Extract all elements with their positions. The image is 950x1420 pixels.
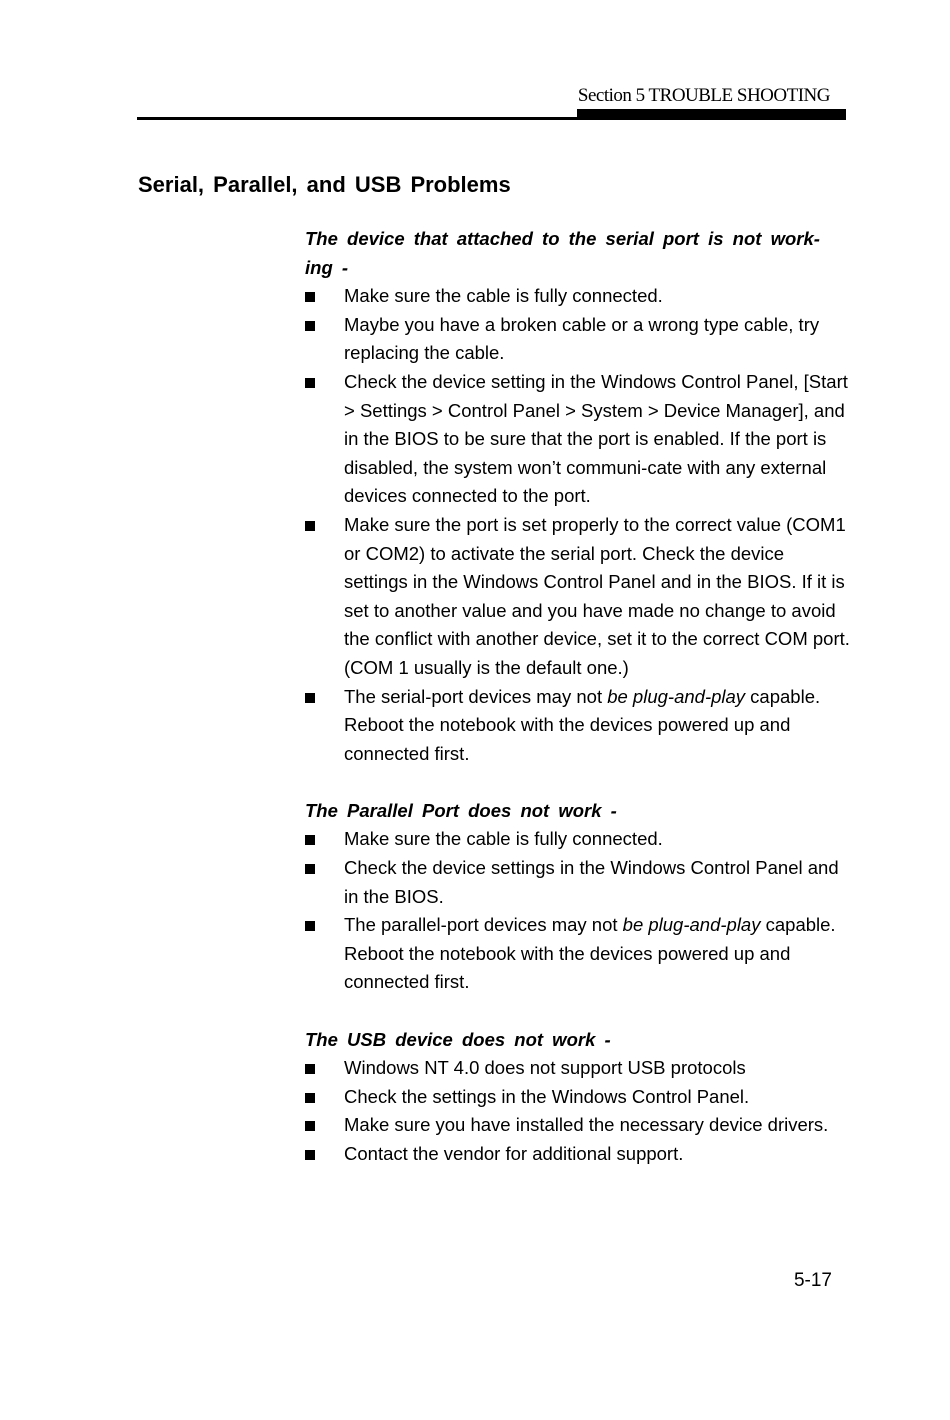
square-bullet-icon (305, 864, 315, 874)
list-item-text: Check the device settings in the Windows Control Panel and in the BIOS. (344, 857, 839, 907)
list-item-text: Check the settings in the Windows Control Panel. (344, 1085, 750, 1107)
parallel-list (305, 825, 850, 997)
usb-section (305, 1026, 850, 1169)
list-item-text: Make sure the cable is fully connected. (344, 285, 663, 307)
square-bullet-icon (305, 1121, 315, 1131)
section-header: Section 5 TROUBLE SHOOTING (577, 85, 830, 106)
list-item-text-after: capable. Reboot the notebook with the devices powered up and connected first. (344, 685, 821, 764)
list-item (305, 368, 850, 511)
square-bullet-icon (305, 921, 315, 931)
list-item-text: Windows NT 4.0 does not support USB protocols (344, 1057, 746, 1079)
square-bullet-icon (305, 1150, 315, 1160)
header-rule-thick (577, 109, 846, 120)
list-item (305, 1054, 850, 1083)
serial-section (305, 225, 850, 768)
page-number: 5-17 (793, 1270, 832, 1291)
page-title: Serial, Parallel, and USB Problems (138, 172, 511, 197)
usb-heading: The USB device does not work - (305, 1028, 611, 1050)
usb-list (305, 1054, 850, 1168)
square-bullet-icon (305, 321, 315, 331)
square-bullet-icon (305, 292, 315, 302)
parallel-section (305, 797, 850, 997)
square-bullet-icon (305, 521, 315, 531)
serial-heading-text: The device that attached to the serial port is not work- ing - (305, 228, 820, 278)
square-bullet-icon (305, 1064, 315, 1074)
list-item-text-before: The parallel-port devices may not (344, 914, 623, 936)
content-column (305, 225, 850, 1197)
parallel-heading: The Parallel Port does not work - (305, 799, 617, 821)
square-bullet-icon (305, 1093, 315, 1103)
list-item-text: Make sure the port is set properly to the correct value (COM1 or COM2) to activate the serial port. Check the device settings in the Windows Control Panel and in the BIOS. If it is set to another value and you have made no change to avoid the conflict with another device, set it to the correct COM port. (COM 1 usually is the default one.) (344, 513, 850, 678)
list-item-emphasis: be plug-and-play (622, 914, 761, 936)
serial-list (305, 282, 850, 768)
list-item (305, 311, 850, 368)
list-item-text: Check the device setting in the Windows Control Panel, [Start > Settings > Control Panel > System > Device Manager], and in the BIOS to be sure that the port is enabled. If the port is disabled, the system won’t communi-cate with any external devices connected to the port. (344, 370, 848, 507)
list-item-emphasis: be plug-and-play (607, 685, 746, 707)
list-item (305, 511, 850, 683)
list-item-text: Contact the vendor for additional support. (344, 1143, 684, 1164)
list-item-text-after: capable. Reboot the notebook with the devices powered up and connected first. (344, 914, 836, 993)
list-item-text: Maybe you have a broken cable or a wrong type cable, try replacing the cable. (344, 313, 820, 364)
list-item (305, 854, 850, 911)
list-item (305, 911, 850, 997)
square-bullet-icon (305, 378, 315, 388)
list-item (305, 825, 850, 854)
list-item-text-before: The serial-port devices may not (344, 685, 608, 707)
list-item (305, 1083, 850, 1112)
list-item (305, 1140, 850, 1169)
square-bullet-icon (305, 693, 315, 703)
list-item-text: Make sure the cable is fully connected. (344, 828, 663, 850)
serial-heading (305, 225, 850, 282)
list-item (305, 1111, 850, 1140)
list-item-text: Make sure you have installed the necessary device drivers. (344, 1114, 829, 1136)
list-item (305, 282, 850, 311)
list-item (305, 683, 850, 769)
square-bullet-icon (305, 835, 315, 845)
header-rule-thin (137, 117, 577, 120)
